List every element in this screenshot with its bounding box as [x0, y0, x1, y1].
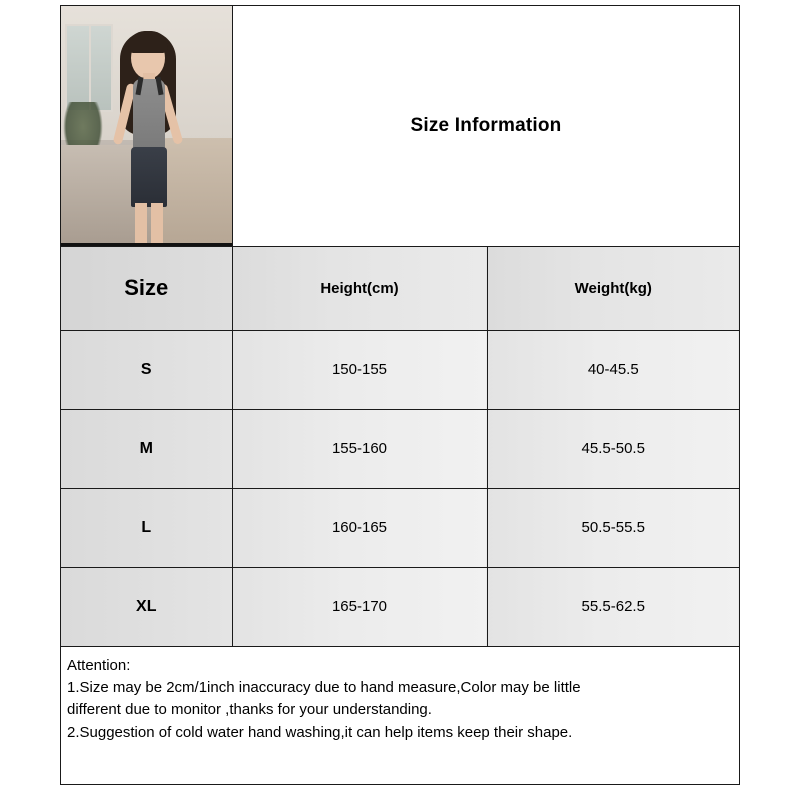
- attention-line-1: 1.Size may be 2cm/1inch inaccuracy due to hand measure,Color may be little: [67, 679, 581, 697]
- hair-top-shape: [128, 31, 168, 53]
- cell-size: XL: [61, 567, 232, 646]
- table-row: [61, 488, 739, 567]
- cell-height: 165-170: [232, 567, 487, 646]
- cell-size: M: [61, 409, 232, 488]
- pants-shape: [131, 147, 167, 207]
- attention-line-2: different due to monitor ,thanks for your understanding.: [67, 701, 432, 719]
- cell-height: 150-155: [232, 330, 487, 409]
- cell-size: L: [61, 488, 232, 567]
- cell-weight: 40-45.5: [487, 330, 739, 409]
- cell-size: S: [61, 330, 232, 409]
- model-figure: [87, 21, 207, 246]
- column-header-weight: Weight(kg): [487, 247, 739, 330]
- photo-illustration: [61, 6, 232, 246]
- cell-weight: 55.5-62.5: [487, 567, 739, 646]
- column-header-height: Height(cm): [232, 247, 487, 330]
- chart-header-row: [61, 6, 739, 247]
- model-photo: [61, 6, 233, 246]
- photo-bottom-border: [61, 243, 232, 246]
- table-row: [61, 330, 739, 409]
- table-row: [61, 567, 739, 646]
- cell-weight: 45.5-50.5: [487, 409, 739, 488]
- attention-note: [61, 646, 739, 784]
- right-leg-shape: [151, 203, 163, 246]
- left-leg-shape: [135, 203, 147, 246]
- page-title: Size Information: [410, 115, 562, 136]
- cell-weight: 50.5-55.5: [487, 488, 739, 567]
- column-header-size: Size: [61, 247, 232, 330]
- title-cell: [233, 6, 739, 246]
- table-header-row: [61, 247, 739, 330]
- size-table: [61, 247, 739, 646]
- attention-heading: Attention:: [67, 657, 131, 674]
- cell-height: 160-165: [232, 488, 487, 567]
- cell-height: 155-160: [232, 409, 487, 488]
- attention-line-3: 2.Suggestion of cold water hand washing,it can help items keep their shape.: [67, 723, 573, 741]
- size-chart-sheet: [60, 5, 740, 785]
- table-row: [61, 409, 739, 488]
